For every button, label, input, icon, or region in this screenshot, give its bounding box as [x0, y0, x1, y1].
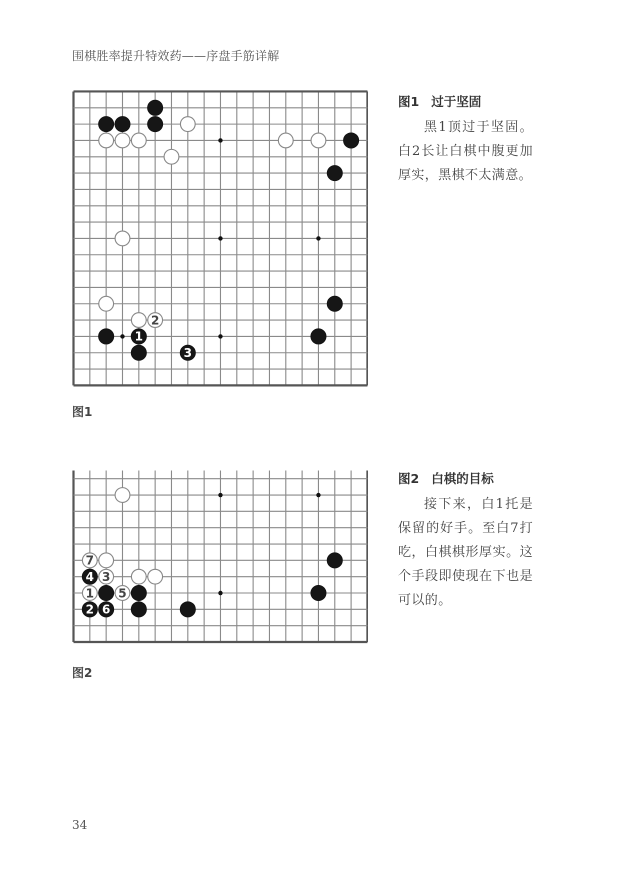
star-point: [316, 493, 320, 497]
figure-caption-2: 图2: [72, 666, 93, 680]
black-stone-move-2: [82, 602, 97, 617]
figure-1-heading: [398, 92, 533, 110]
white-stone: [131, 133, 146, 148]
svg-text:3: 3: [183, 346, 192, 361]
star-point: [218, 236, 222, 240]
black-stone-move-1: [131, 329, 146, 344]
star-point: [316, 236, 320, 240]
black-stone: [148, 117, 163, 132]
white-stone-move-2: [148, 313, 163, 328]
figure-caption-1: 图1: [72, 405, 93, 419]
black-stone: [327, 296, 342, 311]
white-stone-move-5: [115, 586, 130, 601]
black-stone: [327, 553, 342, 568]
svg-text:4: 4: [85, 569, 95, 584]
black-stone: [99, 329, 114, 344]
figure-2-label: 图2: [398, 471, 420, 486]
black-stone: [131, 585, 146, 600]
white-stone: [115, 231, 130, 246]
go-board-diagram: [72, 470, 368, 645]
white-stone: [131, 569, 146, 584]
white-stone: [131, 313, 146, 328]
black-stone-move-4: [82, 569, 97, 584]
svg-text:1: 1: [85, 586, 95, 601]
white-stone: [311, 133, 326, 148]
svg-text:1: 1: [134, 329, 143, 344]
black-stone: [99, 585, 114, 600]
white-stone: [278, 133, 293, 148]
black-stone: [311, 329, 326, 344]
black-stone: [327, 166, 342, 181]
figure-2-heading: [398, 469, 533, 487]
white-stone: [164, 149, 179, 164]
star-point: [218, 591, 222, 595]
white-stone: [115, 133, 130, 148]
go-board-figure-2: [72, 470, 368, 645]
black-stone: [311, 585, 326, 600]
black-stone: [115, 117, 130, 132]
svg-text:2: 2: [85, 602, 95, 617]
svg-text:2: 2: [150, 313, 160, 328]
figure-1-title: 过于坚固: [431, 94, 482, 109]
white-stone: [115, 488, 130, 503]
black-stone: [148, 100, 163, 115]
black-stone-move-6: [99, 602, 114, 617]
svg-text:5: 5: [118, 586, 127, 601]
black-stone: [180, 602, 195, 617]
star-point: [218, 334, 222, 338]
figure-2-title: 白棋的目标: [431, 471, 494, 486]
star-point: [218, 138, 222, 142]
figure-1-text: 黑1顶过于坚固。白2长让白棋中腹更加厚实，黑棋不太满意。: [398, 120, 533, 183]
svg-text:6: 6: [101, 602, 111, 617]
white-stone: [180, 117, 195, 132]
star-point: [120, 334, 124, 338]
white-stone: [99, 296, 114, 311]
black-stone: [99, 117, 114, 132]
white-stone: [148, 569, 163, 584]
black-stone: [344, 133, 359, 148]
figure-1-label: 图1: [398, 94, 420, 109]
figure-2-text: 接下来，白1托是保留的好手。至白7打吃，白棋棋形厚实。这个手段即使现在下也是可以的。: [398, 497, 533, 608]
go-board-diagram: [72, 90, 368, 387]
figure-1-commentary: [398, 92, 533, 188]
running-head-title: 围棋胜率提升特效药——序盘手筋详解: [72, 49, 280, 63]
white-stone-move-7: [82, 553, 97, 568]
white-stone: [99, 133, 114, 148]
go-board-figure-1: [72, 90, 368, 387]
white-stone-move-1: [82, 586, 97, 601]
page-number: 34: [72, 818, 88, 832]
star-point: [218, 493, 222, 497]
svg-text:7: 7: [85, 553, 95, 568]
white-stone: [99, 553, 114, 568]
white-stone-move-3: [99, 569, 114, 584]
black-stone: [131, 602, 146, 617]
svg-text:3: 3: [101, 569, 111, 584]
black-stone-move-3: [180, 345, 195, 360]
figure-2-commentary: [398, 469, 533, 613]
black-stone: [131, 345, 146, 360]
